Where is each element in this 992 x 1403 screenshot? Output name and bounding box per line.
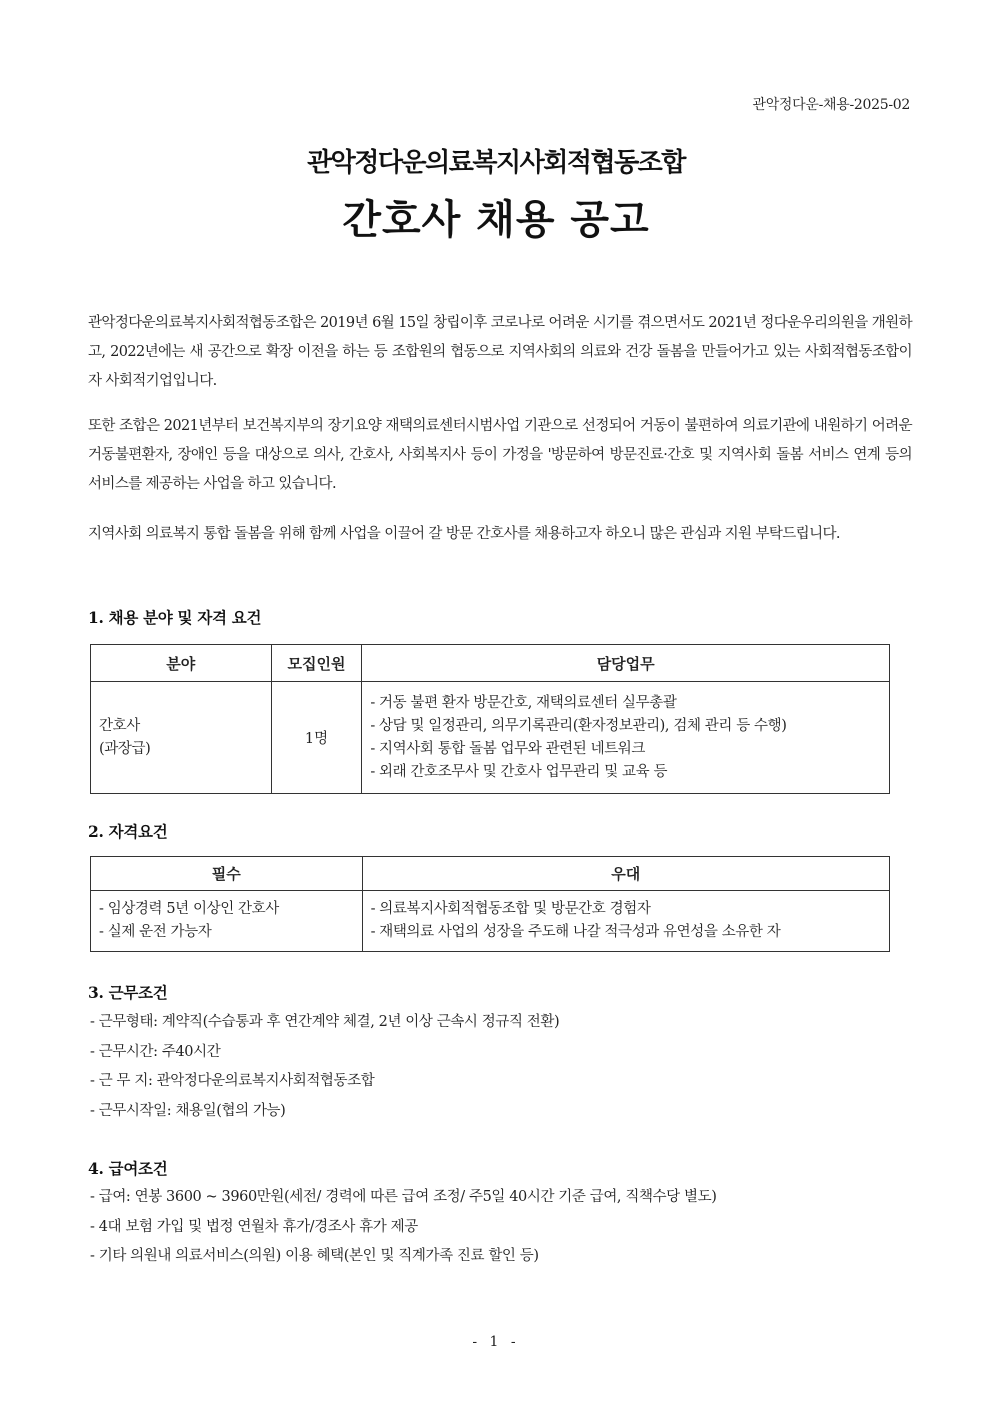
section-heading-work-conditions: 3. 근무조건 (88, 983, 168, 1002)
section-heading-salary: 4. 급여조건 (88, 1159, 168, 1178)
table-row (91, 682, 890, 794)
column-header-preferred: 우대 (362, 857, 889, 891)
headcount-value: 1명 (304, 731, 329, 747)
table-header-row (91, 857, 890, 891)
organization-title: 관악정다운의료복지사회적협동조합 (307, 148, 685, 178)
preferred-cell (362, 891, 889, 952)
preferred-item: - 의료복지사회적협동조합 및 방문간호 경험자 (370, 901, 651, 917)
intro-paragraph-3: 지역사회 의료복지 통합 돌봄을 위해 함께 사업을 이끌어 갈 방문 간호사를 채용하고자 하오니 많은 관심과 지원 부탁드립니다. (88, 526, 840, 542)
duty-item: - 상담 및 일정관리, 의무기록관리(환자정보관리), 검체 관리 등 수행) (370, 717, 787, 734)
page-number: - 1 - (472, 1334, 520, 1350)
list-item: - 근무시작일: 채용일(협의 가능) (90, 1102, 286, 1119)
preferred-item: - 재택의료 사업의 성장을 주도해 나갈 적극성과 유연성을 소유한 자 (370, 924, 781, 940)
duty-item: - 외래 간호조무사 및 간호사 업무관리 및 교육 등 (370, 763, 668, 780)
field-line: 간호사 (99, 717, 140, 734)
intro-paragraph-1: 관악정다운의료복지사회적협동조합은 2019년 6월 15일 창립이후 코로나로 어려운 시기를 겪으면서도 2021년 정다운우리의원을 개원하고, 2022년에는 새 공간으로 확장 이전을 하는 등 조합원의 협동으로 지역사회의 의료와 건강 돌봄을 만들어가고 있는 사회적협동조합이자 사회적기업입니다. (88, 315, 912, 389)
field-line: (과장급) (99, 740, 151, 757)
list-item: - 기타 의원내 의료서비스(의원) 이용 혜택(본인 및 직계가족 진료 할인 등) (90, 1248, 539, 1264)
list-item: - 근무형태: 계약직(수습통과 후 연간계약 체결, 2년 이상 근속시 정규직 전환) (90, 1014, 560, 1030)
required-item: - 임상경력 5년 이상인 간호사 (99, 901, 279, 917)
required-item: - 실제 운전 가능자 (99, 924, 212, 940)
headcount-cell (271, 682, 362, 794)
duty-item: - 지역사회 통합 돌봄 업무와 관련된 네트워크 (370, 740, 646, 757)
field-cell (91, 682, 272, 794)
column-header-required: 필수 (91, 857, 363, 891)
list-item: - 급여: 연봉 3600 ~ 3960만원(세전/ 경력에 따른 급여 조정/ 주5일 40시간 기준 급여, 직책수당 별도) (90, 1189, 717, 1205)
list-item: - 4대 보험 가입 및 법정 연월차 휴가/경조사 휴가 제공 (90, 1218, 418, 1235)
qualifications-table (90, 856, 890, 952)
salary-conditions-list (90, 1183, 910, 1272)
list-item: - 근무시간: 주40시간 (90, 1043, 221, 1060)
recruitment-table (90, 644, 890, 794)
page-title: 간호사 채용 공고 (342, 197, 650, 243)
section-heading-recruitment: 1. 채용 분야 및 자격 요건 (88, 608, 262, 627)
duties-cell (362, 682, 890, 794)
table-header-row (91, 645, 890, 682)
duty-item: - 거동 불편 환자 방문간호, 재택의료센터 실무총괄 (370, 694, 677, 711)
table-row (91, 891, 890, 952)
required-cell (91, 891, 363, 952)
intro-paragraph-2: 또한 조합은 2021년부터 보건복지부의 장기요양 재택의료센터시범사업 기관으로 선정되어 거동이 불편하여 의료기관에 내원하기 어려운 거동불편환자, 장애인 등을 대상으로 의사, 간호사, 사회복지사 등이 가정을 '방문하여 방문진료·간호 및 지역사회 돌봄 서비스 연계 등의 서비스를 제공하는 사업을 하고 있습니다. (88, 418, 912, 492)
column-header-count: 모집인원 (271, 645, 362, 682)
section-heading-qualifications: 2. 자격요건 (88, 822, 168, 841)
document-number: 관악정다운-채용-2025-02 (752, 97, 910, 113)
list-item: - 근 무 지: 관악정다운의료복지사회적협동조합 (90, 1073, 375, 1089)
column-header-duties: 담당업무 (362, 645, 890, 682)
column-header-field: 분야 (91, 645, 272, 682)
work-conditions-list (90, 1008, 910, 1126)
